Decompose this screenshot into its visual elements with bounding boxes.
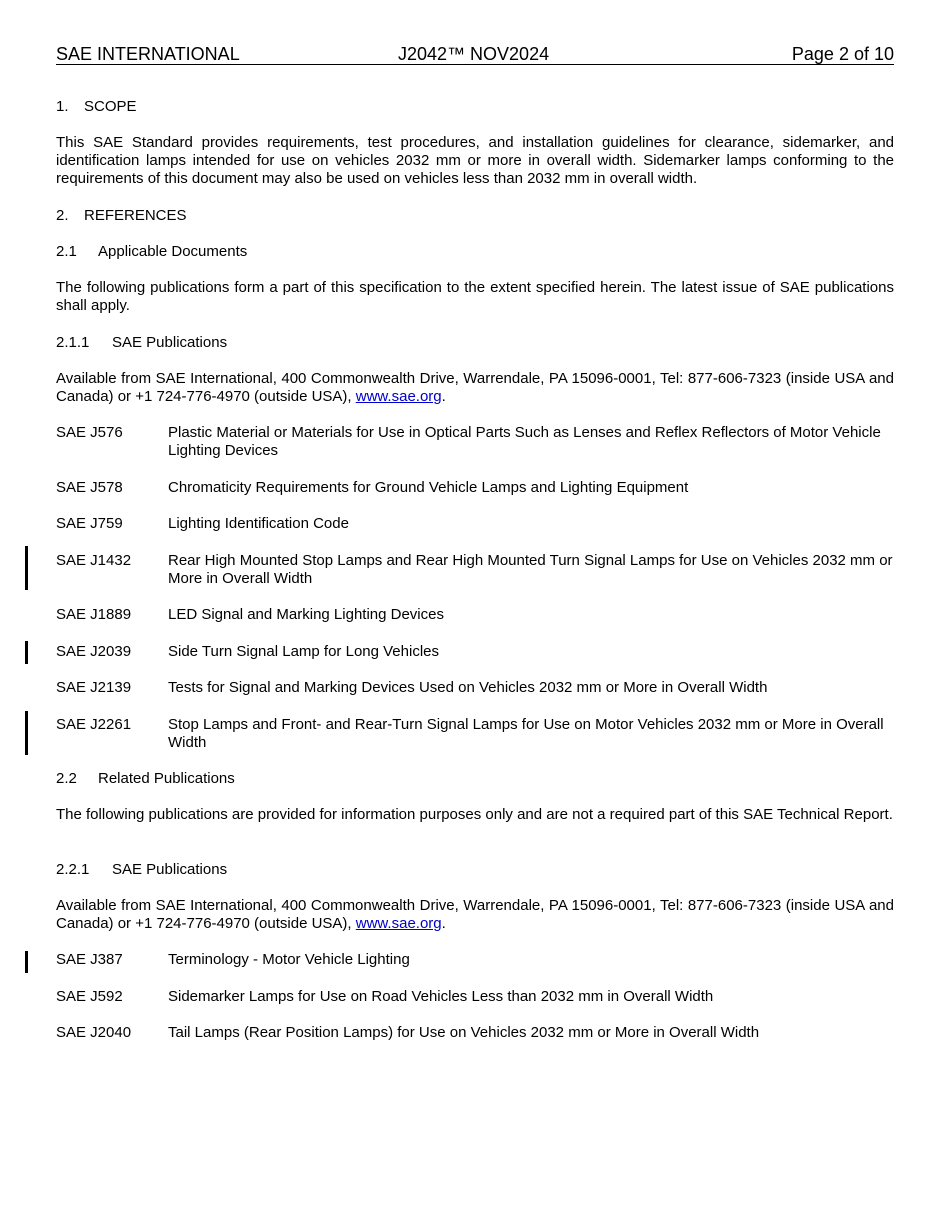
heading-scope — [56, 98, 894, 116]
reference-title: Sidemarker Lamps for Use on Road Vehicles Less than 2032 mm in Overall Width — [168, 988, 714, 1005]
reference-title: Side Turn Signal Lamp for Long Vehicles — [168, 643, 440, 660]
header-doc-id: J2042™ NOV2024 — [398, 44, 550, 64]
reference-title: LED Signal and Marking Lighting Devices — [168, 606, 444, 623]
sae-website-link[interactable]: www.sae.org — [355, 915, 442, 932]
availability-text: Available from SAE International, 400 Commonwealth Drive, Warrendale, PA 15096-0001, Tel: 877-606-7323 (inside USA and Canada) or +1 724-776-4970 (outside USA), — [56, 897, 894, 932]
heading-number: 2.1 — [56, 243, 77, 260]
availability-paragraph-related — [56, 897, 894, 933]
header-org: SAE INTERNATIONAL — [56, 44, 240, 64]
heading-number: 2.2 — [56, 770, 77, 787]
sae-website-link[interactable]: www.sae.org — [355, 388, 442, 405]
heading-number: 2.1.1 — [56, 334, 90, 351]
heading-number: 2. — [56, 207, 69, 224]
reference-code: SAE J759 — [56, 515, 123, 532]
heading-related-publications — [56, 770, 894, 788]
heading-references — [56, 207, 894, 225]
reference-title: Stop Lamps and Front- and Rear-Turn Signal Lamps for Use on Motor Vehicles 2032 mm or More in Overall Width — [168, 716, 884, 751]
reference-code: SAE J2039 — [56, 643, 132, 660]
heading-sae-publications-related — [56, 861, 894, 879]
reference-title: Terminology - Motor Vehicle Lighting — [168, 951, 410, 968]
reference-code: SAE J578 — [56, 479, 123, 496]
revision-change-bar — [25, 546, 28, 590]
reference-code: SAE J1432 — [56, 552, 132, 569]
reference-code: SAE J576 — [56, 424, 123, 441]
heading-number: 2.2.1 — [56, 861, 90, 878]
reference-code: SAE J2139 — [56, 679, 132, 696]
reference-code: SAE J2040 — [56, 1024, 132, 1041]
reference-title: Chromaticity Requirements for Ground Vehicle Lamps and Lighting Equipment — [168, 479, 689, 496]
heading-title: SCOPE — [84, 98, 137, 115]
heading-title: SAE Publications — [112, 861, 228, 878]
reference-code: SAE J1889 — [56, 606, 132, 623]
availability-text: Available from SAE International, 400 Commonwealth Drive, Warrendale, PA 15096-0001, Tel: 877-606-7323 (inside USA and Canada) or +1 724-776-4970 (outside USA), — [56, 370, 894, 405]
related-publications-paragraph: The following publications are provided for information purposes only and are not a required part of this SAE Technical Report. — [56, 806, 893, 823]
link-trailing-period: . — [441, 388, 446, 405]
revision-change-bar — [25, 711, 28, 755]
availability-paragraph-applicable — [56, 370, 894, 406]
reference-title: Lighting Identification Code — [168, 515, 349, 532]
heading-sae-publications-applicable — [56, 334, 894, 352]
revision-change-bar — [25, 951, 28, 973]
reference-code: SAE J387 — [56, 951, 123, 968]
heading-title: Related Publications — [98, 770, 235, 787]
page-header — [56, 44, 894, 65]
heading-number: 1. — [56, 98, 69, 115]
heading-title: REFERENCES — [84, 207, 187, 224]
reference-code: SAE J2261 — [56, 716, 132, 733]
header-page-number: Page 2 of 10 — [791, 44, 894, 64]
reference-title: Tests for Signal and Marking Devices Used on Vehicles 2032 mm or More in Overall Width — [168, 679, 768, 696]
heading-title: SAE Publications — [112, 334, 228, 351]
link-trailing-period: . — [441, 915, 446, 932]
reference-code: SAE J592 — [56, 988, 123, 1005]
scope-paragraph: This SAE Standard provides requirements, test procedures, and installation guidelines for clearance, sidemarker, and identification lamps intended for use on vehicles 2032 mm or more in overall width. Sidemarker lamps conforming to the requirements of this document may also be used on vehicles less than 2032 mm in overall width. — [56, 134, 894, 187]
reference-title: Tail Lamps (Rear Position Lamps) for Use on Vehicles 2032 mm or More in Overall Width — [168, 1024, 760, 1041]
reference-title: Plastic Material or Materials for Use in Optical Parts Such as Lenses and Reflex Reflectors of Motor Vehicle Lighting Devices — [168, 424, 881, 459]
applicable-documents-paragraph: The following publications form a part of this specification to the extent specified herein. The latest issue of SAE publications shall apply. — [56, 279, 894, 314]
heading-title: Applicable Documents — [98, 243, 248, 260]
reference-title: Rear High Mounted Stop Lamps and Rear High Mounted Turn Signal Lamps for Use on Vehicles 2032 mm or More in Overall Width — [168, 552, 893, 587]
heading-applicable-documents — [56, 243, 894, 261]
revision-change-bar — [25, 641, 28, 664]
